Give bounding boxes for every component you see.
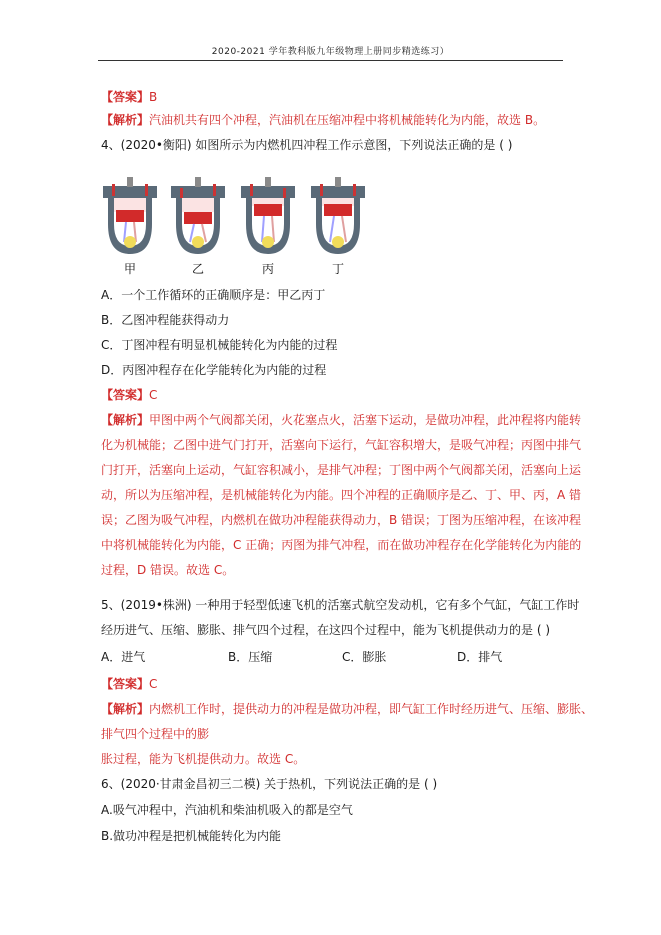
q6-option-a: A.吸气冲程中，汽油机和柴油机吸入的都是空气 <box>101 803 353 817</box>
answer-tag: 【答案】 <box>101 677 150 691</box>
q4-stem: 4、(2020•衡阳) 如图所示为内燃机四冲程工作示意图，下列说法正确的是 ( ) <box>101 138 513 152</box>
analysis-text: 甲图中两个气阀都关闭，火花塞点火，活塞下运动，是做功冲程，此冲程将内能转 <box>149 413 582 427</box>
q4-analysis-line-5: 误；乙图为吸气冲程，内燃机在做功冲程能获得动力，B 错误；丁图为压缩冲程，在该冲程 <box>101 513 582 527</box>
q4-analysis-line-6: 中将机械能转化为内能，C 正确；丙图为排气冲程，而在做功冲程存在化学能转化为内能的 <box>101 538 582 552</box>
header-title: 2020-2021 学年教科版九年级物理上册同步精选练习） <box>211 47 450 57</box>
q4-analysis-line-7: 过程，D 错误。故选 C。 <box>101 563 235 577</box>
q5-analysis-line-1 <box>101 701 593 717</box>
answer-tag: 【答案】 <box>101 388 150 402</box>
engine-diagram-jia <box>100 176 160 258</box>
q5-option-d: D．排气 <box>457 650 503 664</box>
q5-option-c: C．膨胀 <box>342 650 387 664</box>
engine-stroke-figure <box>100 176 370 276</box>
answer-value: C <box>149 388 158 402</box>
answer-value: B <box>149 90 158 104</box>
q4-analysis-line-1 <box>101 412 581 428</box>
analysis-tag: 【解析】 <box>101 113 150 127</box>
q5-analysis-line-3: 胀过程，能为飞机提供动力。故选 C。 <box>101 752 306 766</box>
q5-stem-line-2: 经历进气、压缩、膨胀、排气四个过程，在这四个过程中，能为飞机提供动力的是 ( ) <box>101 623 550 637</box>
q4-analysis-line-4: 动，所以为压缩冲程，是机械能转化为内能。四个冲程的正确顺序是乙、丁、甲、丙，A 错 <box>101 488 582 502</box>
q5-analysis-line-2: 排气四个过程中的膨 <box>101 727 210 741</box>
engine-diagram-ding <box>308 176 368 258</box>
q4-option-a: A．一个工作循环的正确顺序是：甲乙丙丁 <box>101 288 326 302</box>
q5-answer <box>101 676 157 692</box>
q5-option-a: A．进气 <box>101 650 146 664</box>
q4-option-d: D．丙图冲程存在化学能转化为内能的过程 <box>101 363 327 377</box>
q3-analysis <box>101 112 545 128</box>
q6-option-b: B.做功冲程是把机械能转化为内能 <box>101 829 282 843</box>
q4-analysis-line-2: 化为机械能；乙图中进气门打开，活塞向下运行，气缸容积增大，是吸气冲程；丙图中排气 <box>101 438 582 452</box>
engine-label-ding: 丁 <box>331 262 344 276</box>
analysis-text: 汽油机共有四个冲程，汽油机在压缩冲程中将机械能转化为内能，故选 B。 <box>149 113 546 127</box>
answer-value: C <box>149 677 158 691</box>
header-rule <box>98 60 563 61</box>
q5-option-b: B．压缩 <box>228 650 273 664</box>
q4-answer <box>101 387 157 403</box>
q5-stem-line-1: 5、(2019•株洲) 一种用于轻型低速飞机的活塞式航空发动机，它有多个气缸，气缸工作时 <box>101 598 580 612</box>
engine-diagram-yi <box>168 176 228 258</box>
q4-option-c: C．丁图冲程有明显机械能转化为内能的过程 <box>101 338 338 352</box>
engine-label-jia: 甲 <box>123 262 136 276</box>
q4-option-b: B．乙图冲程能获得动力 <box>101 313 230 327</box>
engine-label-bing: 丙 <box>261 262 274 276</box>
analysis-tag: 【解析】 <box>101 413 150 427</box>
engine-diagram-bing <box>238 176 298 258</box>
q3-answer <box>101 89 157 105</box>
q4-analysis-line-3: 门打开，活塞向上运动，气缸容积减小，是排气冲程；丁图中两个气阀都关闭，活塞向上运 <box>101 463 582 477</box>
engine-label-yi: 乙 <box>191 262 204 276</box>
analysis-tag: 【解析】 <box>101 702 150 716</box>
answer-tag: 【答案】 <box>101 90 150 104</box>
q6-stem: 6、(2020·甘肃金昌初三二模) 关于热机，下列说法正确的是 ( ) <box>101 777 438 791</box>
analysis-text: 内燃机工作时，提供动力的冲程是做功冲程，即气缸工作时经历进气、压缩、膨胀、 <box>149 702 594 716</box>
